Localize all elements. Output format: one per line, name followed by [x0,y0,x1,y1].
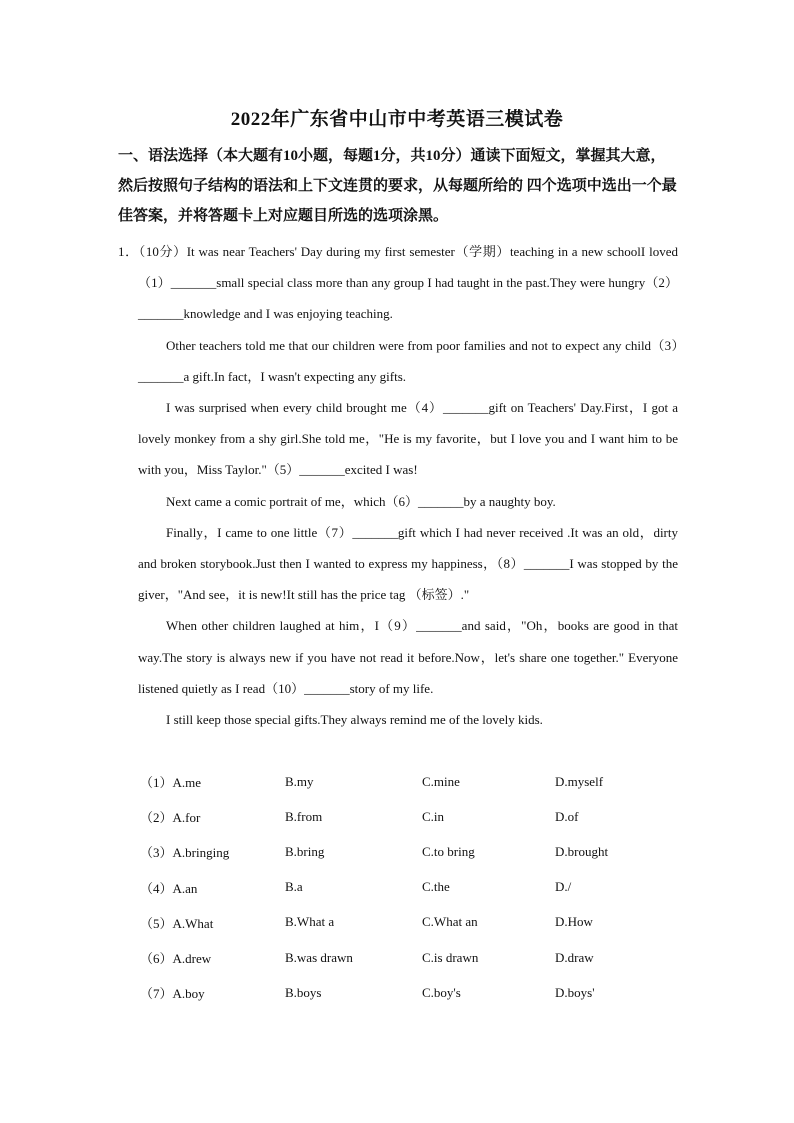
option-row [140,764,675,799]
option-c[interactable]: C.to bring [422,843,475,859]
option-b[interactable]: B.What a [285,914,335,930]
option-a[interactable]: （6）A.drew [140,951,212,967]
option-c[interactable]: C.the [422,879,450,895]
question-1 [118,236,678,735]
question-paragraph-5: Finally，I came to one little（7）_______gift which I had never received .It was an old，dirty and broken storybook.Just then I wanted to express my happiness，（8）_______I was stopped by the giver，"And see，it is new!It still has the price tag （标签）." [138,524,678,603]
option-b[interactable]: B.my [285,773,314,789]
option-a[interactable]: （1）A.me [140,775,202,791]
question-paragraph-2: Other teachers told me that our children were from poor families and not to expect any child（3）_______a gift.In fact，I wasn't expecting any gifts. [138,337,678,384]
question-number: 1．（10分） [118,244,187,259]
option-c[interactable]: C.in [422,808,445,824]
option-c[interactable]: C.mine [422,773,460,789]
option-d[interactable]: D.brought [555,843,609,859]
option-b[interactable]: B.bring [285,843,325,859]
section-heading: 一、语法选择（本大题有10小题，每题1分，共10分）通读下面短文，掌握其大意，然后按照句子结构的语法和上下文连贯的要求，从每题所给的 四个选项中选出一个最佳答案，并将答题卡上对应题目所选的选项涂黑。 [118,148,677,224]
question-paragraph-3: I was surprised when every child brought me（4）_______gift on Teachers' Day.First，I got a lovely monkey from a shy girl.She told me，"He is my favorite，but I love you and I want him to be with you，Miss Taylor."（5）_______excited I was! [138,400,678,478]
option-c[interactable]: C.is drawn [422,949,479,965]
question-paragraph-7: I still keep those special gifts.They always remind me of the lovely kids. [166,712,543,728]
option-row [140,870,675,905]
option-a[interactable]: （5）A.What [140,915,214,931]
option-b[interactable]: B.boys [285,984,322,1000]
option-row [140,834,675,869]
option-row [140,799,675,834]
option-b[interactable]: B.from [285,808,323,824]
answer-options [140,764,675,1010]
paragraph-text: It was near Teachers' Day during my first semester（学期）teaching in a new schoolI loved（1）_______small special class more than any group I had taught in the past.They were hungry（2）_______knowledge and I was enjoying teaching. [138,244,678,322]
option-b[interactable]: B.a [285,879,303,895]
option-row [140,905,675,940]
option-d[interactable]: D.of [555,808,579,824]
option-a[interactable]: （7）A.boy [140,986,205,1002]
option-d[interactable]: D.draw [555,949,594,965]
option-d[interactable]: D./ [555,879,572,895]
option-c[interactable]: C.boy's [422,984,461,1000]
option-d[interactable]: D.How [555,914,593,930]
option-b[interactable]: B.was drawn [285,949,353,965]
exam-title: 2022年广东省中山市中考英语三模试卷 [230,109,564,130]
option-a[interactable]: （4）A.an [140,880,198,896]
question-paragraph-6: When other children laughed at him，I（9）_______and said，"Oh，books are good in that way.The story is always new if you have not read it before.Now，let's share one together." Everyone listened quietly as I read（10）_______story of my life. [138,618,678,696]
question-paragraph-4: Next came a comic portrait of me，which（6）_______by a naughty boy. [166,493,556,509]
option-d[interactable]: D.myself [555,773,604,789]
option-a[interactable]: （3）A.bringing [140,845,230,861]
option-c[interactable]: C.What an [422,914,478,930]
option-row [140,940,675,975]
option-d[interactable]: D.boys' [555,984,595,1000]
option-a[interactable]: （2）A.for [140,810,201,826]
option-row [140,975,675,1010]
question-paragraph-1 [118,236,678,330]
